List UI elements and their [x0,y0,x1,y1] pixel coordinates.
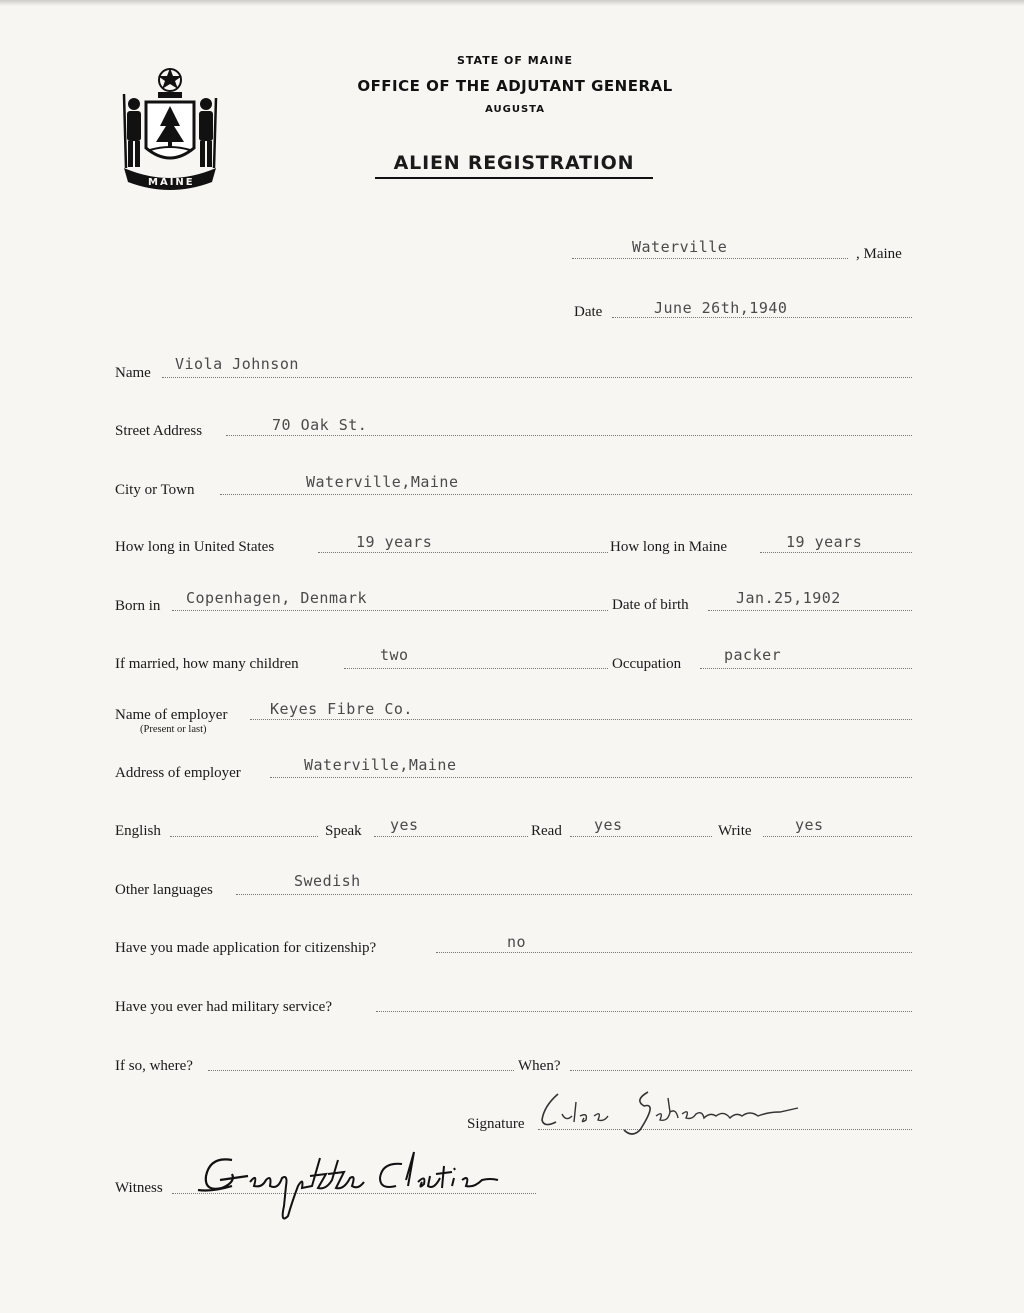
other-languages-value: Swedish [294,872,361,890]
born-in-line[interactable] [172,610,608,611]
us-duration-label: How long in United States [115,539,275,555]
occupation-line[interactable] [700,668,912,669]
when-line[interactable] [570,1070,912,1071]
applicant-signature [536,1086,826,1136]
street-value: 70 Oak St. [272,416,368,434]
citizenship-label: Have you made application for citizenship? [115,940,377,956]
english-label: English [115,823,161,839]
seal-banner-text: MAINE [148,177,195,188]
other-languages-label: Other languages [115,882,213,898]
speak-value: yes [390,816,419,834]
where-label: If so, where? [115,1058,193,1074]
born-in-label: Born in [115,598,161,614]
employer-value: Keyes Fibre Co. [270,700,413,718]
scan-edge [0,0,1024,6]
employer-address-line[interactable] [270,777,912,778]
children-value: two [380,646,409,664]
where-line[interactable] [208,1070,514,1071]
military-label: Have you ever had military service? [115,999,332,1015]
street-line[interactable] [226,435,912,436]
write-label: Write [718,823,752,839]
citizenship-value: no [507,933,527,951]
children-line[interactable] [344,668,608,669]
employer-address-value: Waterville,Maine [304,756,457,774]
location-value: Waterville [632,238,728,256]
us-duration-value: 19 years [356,533,433,551]
employer-sublabel: (Present or last) [140,724,207,735]
read-label: Read [531,823,562,839]
english-line[interactable] [170,836,318,837]
location-line[interactable] [572,258,848,259]
occupation-value: packer [724,646,782,664]
speak-label: Speak [325,823,362,839]
maine-duration-line[interactable] [760,552,912,553]
military-line[interactable] [376,1011,912,1012]
maine-seal-icon [116,64,224,194]
other-languages-line[interactable] [236,894,912,895]
name-line[interactable] [162,377,912,378]
occupation-label: Occupation [612,656,682,672]
city-heading: AUGUSTA [485,104,545,115]
read-value: yes [594,816,623,834]
when-label: When? [518,1058,561,1074]
employer-label: Name of employer [115,707,228,723]
witness-label: Witness [115,1180,163,1196]
write-value: yes [795,816,824,834]
city-label: City or Town [115,482,195,498]
witness-signature [192,1146,522,1226]
employer-address-label: Address of employer [115,765,241,781]
employer-line[interactable] [250,719,912,720]
maine-duration-label: How long in Maine [610,539,728,555]
location-suffix: , Maine [856,246,902,262]
write-line[interactable] [763,836,912,837]
maine-duration-value: 19 years [786,533,863,551]
dob-label: Date of birth [612,597,689,613]
signature-label: Signature [467,1116,525,1132]
date-label: Date [574,304,603,320]
state-heading: STATE OF MAINE [456,54,574,67]
speak-line[interactable] [374,836,528,837]
date-line[interactable] [612,317,912,318]
street-label: Street Address [115,423,203,439]
born-in-value: Copenhagen, Denmark [186,589,368,607]
city-value: Waterville,Maine [306,473,459,491]
citizenship-line[interactable] [436,952,912,953]
dob-line[interactable] [708,610,912,611]
children-label: If married, how many children [115,656,299,672]
form-title: ALIEN REGISTRATION [375,152,653,179]
office-heading: OFFICE OF THE ADJUTANT GENERAL [357,77,673,95]
date-value: June 26th,1940 [654,299,788,317]
us-duration-line[interactable] [318,552,608,553]
name-value: Viola Johnson [175,355,299,373]
city-line[interactable] [220,494,912,495]
name-label: Name [115,365,151,381]
dob-value: Jan.25,1902 [736,589,841,607]
read-line[interactable] [570,836,712,837]
